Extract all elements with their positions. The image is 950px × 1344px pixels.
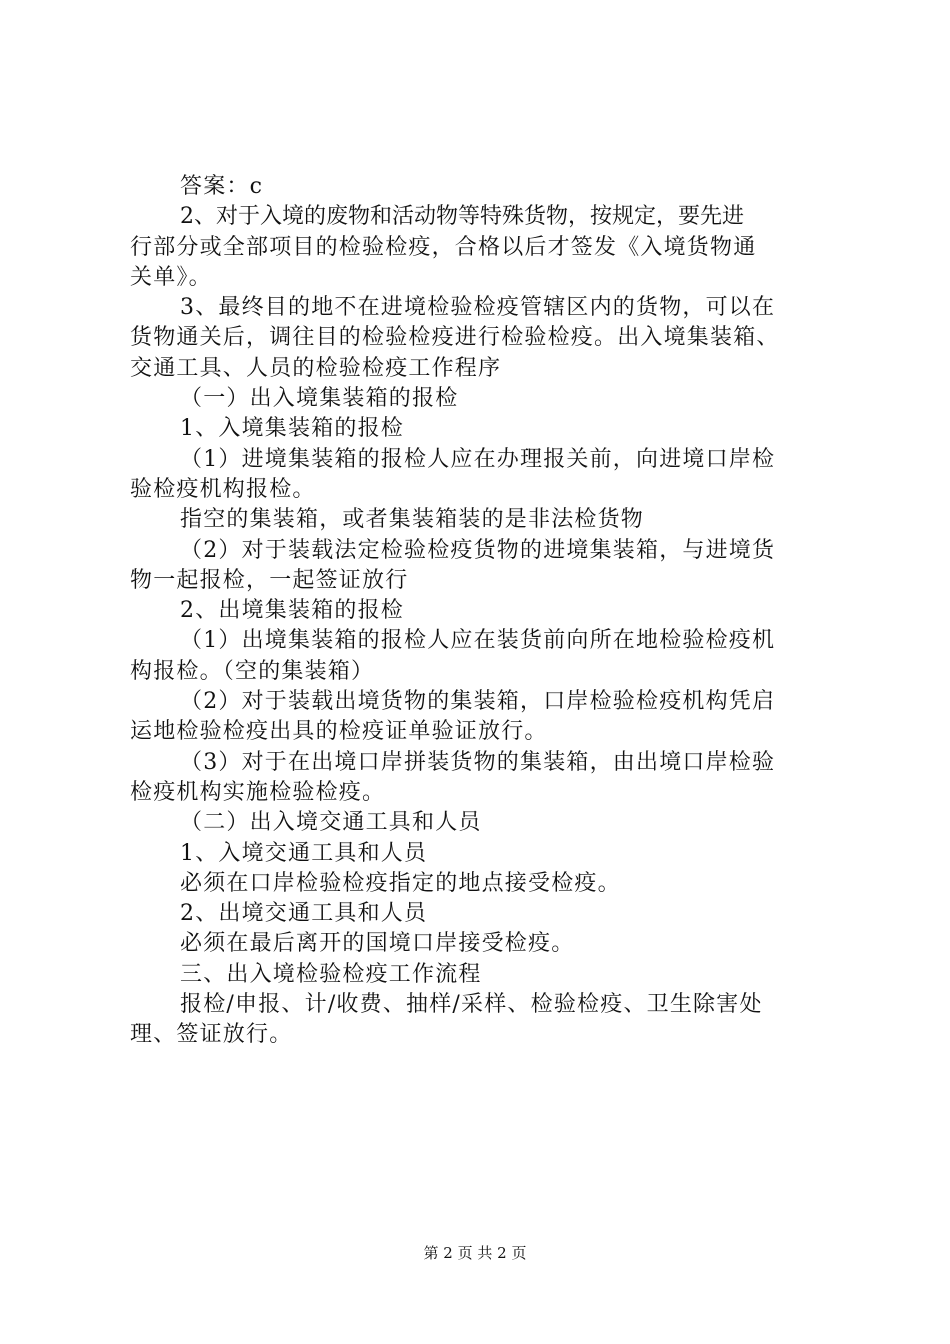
text-line-23: 1、入境交通工具和人员 xyxy=(180,840,428,866)
text-line-17: 构报检。（空的集装箱） xyxy=(130,658,375,684)
text-line-2 xyxy=(180,202,830,232)
document-body xyxy=(0,172,950,1051)
text-line-10: （1）进境集装箱的报检人应在办理报关前，向进境口岸检 xyxy=(180,446,776,472)
text-line-15: 2、出境集装箱的报检 xyxy=(180,598,404,624)
text-line-8: （一）出入境集装箱的报检 xyxy=(180,386,459,412)
text-line-14: 物一起报检，一起签证放行 xyxy=(130,567,409,593)
text-line-11: 验检疫机构报检。 xyxy=(130,476,316,502)
text-line-16: （1）出境集装箱的报检人应在装货前向所在地检验检疫机 xyxy=(180,628,776,654)
text-line-5: 3、最终目的地不在进境检验检疫管辖区内的货物，可以在 xyxy=(180,295,776,321)
text-line-20: （3）对于在出境口岸拼装货物的集装箱，由出境口岸检验 xyxy=(180,749,776,775)
text-line-9: 1、入境集装箱的报检 xyxy=(180,416,404,442)
text-line-3: 行部分或全部项目的检验检疫，合格以后才签发《入境货物通 xyxy=(130,234,757,260)
text-line-29: 理、签证放行。 xyxy=(130,1022,293,1048)
text-line-24: 必须在口岸检验检疫指定的地点接受检疫。 xyxy=(180,870,621,896)
page-footer xyxy=(0,1243,950,1263)
text-line-18: （2）对于装载出境货物的集装箱，口岸检验检疫机构凭启 xyxy=(180,689,776,715)
text-line-27: 三、出入境检验检疫工作流程 xyxy=(180,961,482,987)
text-line-26: 必须在最后离开的国境口岸接受检疫。 xyxy=(180,931,575,957)
text-line-13: （2）对于装载法定检验检疫货物的进境集装箱，与进境货 xyxy=(180,537,776,563)
text-line-12: 指空的集装箱，或者集装箱装的是非法检货物 xyxy=(180,507,645,533)
text-line-4: 关单》。 xyxy=(130,264,212,290)
text-line-28: 报检/申报、计/收费、抽样/采样、检验检疫、卫生除害处 xyxy=(180,992,763,1018)
text-line-25: 2、出境交通工具和人员 xyxy=(180,901,428,927)
text-line-7: 交通工具、人员的检验检疫工作程序 xyxy=(130,355,502,381)
page-number-label: 第 2 页 共 2 页 xyxy=(423,1244,527,1262)
text-line-2-content: 2、对于入境的废物和活动物等特殊货物，按规定，要先进 xyxy=(180,204,744,230)
text-line-22: （二）出入境交通工具和人员 xyxy=(180,810,482,836)
text-line-6: 货物通关后，调往目的检验检疫进行检验检疫。出入境集装箱、 xyxy=(130,325,780,351)
text-line-1: 答案：c xyxy=(180,174,264,199)
text-line-21: 检疫机构实施检验检疫。 xyxy=(130,779,386,805)
text-line-19: 运地检验检疫出具的检疫证单验证放行。 xyxy=(130,719,548,745)
